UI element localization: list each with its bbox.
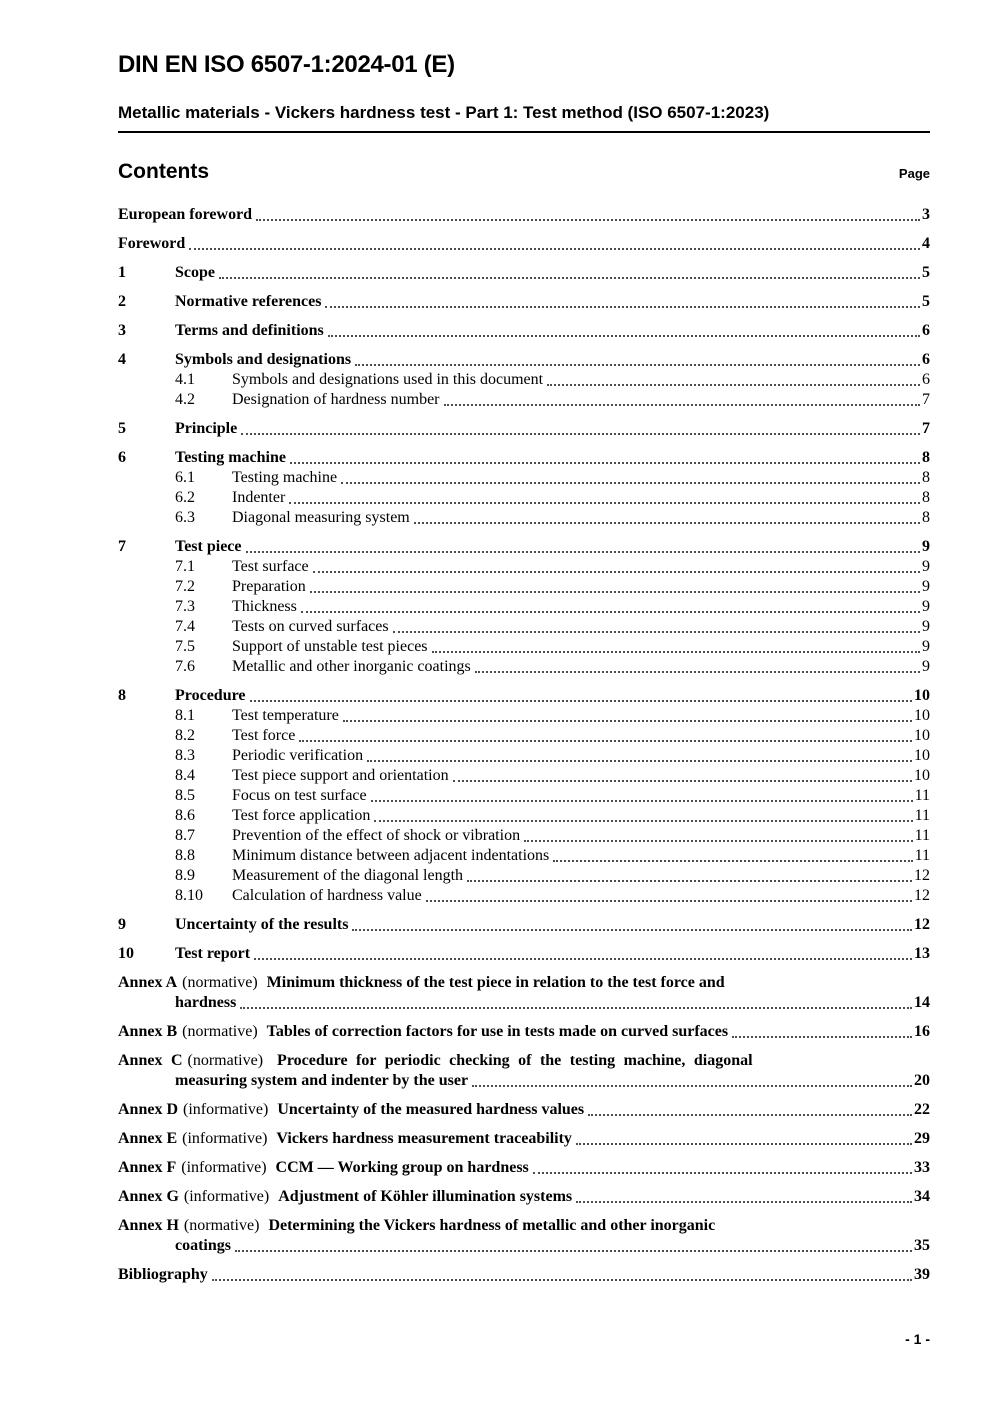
entry-indent: [118, 370, 175, 390]
entry-number: 6.2: [175, 489, 195, 506]
toc-subentry: [118, 557, 930, 577]
toc-subentry: [118, 866, 930, 886]
entry-number: 8.3: [175, 747, 195, 764]
entry-label: European foreword: [118, 206, 253, 223]
entry-indent: [118, 468, 175, 488]
entry-page: 11: [914, 787, 930, 804]
dot-leader: [576, 1201, 912, 1203]
dot-leader: [299, 740, 912, 742]
page-content: [118, 51, 930, 1285]
annex-prefix: Annex F: [118, 1159, 177, 1176]
annex-qualifier: (normative): [187, 1052, 264, 1069]
entry-number: 8.2: [175, 727, 195, 744]
dot-leader: [371, 800, 913, 802]
entry-label: Testing machine: [175, 449, 286, 466]
entry-number: 9: [118, 916, 126, 933]
entry-page: 12: [914, 867, 930, 884]
entry-indent: [118, 806, 175, 826]
entry-label: Preparation: [232, 578, 306, 595]
entry-page: 3: [922, 206, 930, 223]
dot-leader: [576, 1143, 912, 1145]
entry-indent: [118, 846, 175, 866]
toc-subentry: [118, 846, 930, 866]
dot-leader: [444, 404, 920, 406]
annex-title: Procedure for periodic checking of the testing machine, diagonal: [277, 1052, 753, 1069]
toc-annex-entry: [118, 1129, 930, 1149]
toc-subentry: [118, 886, 930, 906]
annex-prefix: Annex D: [118, 1101, 179, 1118]
toc-annex-entry: [118, 1187, 930, 1207]
toc-annex-entry: [118, 1158, 930, 1178]
entry-page: 10: [914, 767, 930, 784]
entry-number: 1: [118, 264, 126, 281]
dot-leader: [241, 433, 920, 435]
annex-title: Adjustment of Köhler illumination systems: [278, 1188, 573, 1205]
entry-label: Test temperature: [232, 707, 339, 724]
entry-label: Symbols and designations: [175, 351, 352, 368]
contents-heading: Contents: [118, 160, 209, 183]
dot-leader: [341, 482, 920, 484]
toc-subentry: [118, 508, 930, 528]
entry-label: Test force: [232, 727, 296, 744]
entry-page: 13: [914, 945, 930, 962]
entry-label: coatings: [175, 1237, 231, 1254]
toc-entry: [118, 321, 930, 341]
annex-qualifier: (informative): [182, 1130, 268, 1147]
entry-page: 16: [914, 1023, 930, 1040]
entry-label: Test piece: [175, 538, 242, 555]
page-number-footer: - 1 -: [905, 1331, 930, 1347]
entry-label: Foreword: [118, 235, 186, 252]
entry-label: hardness: [175, 994, 237, 1011]
toc-subentry: [118, 390, 930, 410]
document-title: Metallic materials - Vickers hardness test - Part 1: Test method (ISO 6507-1:2023): [118, 103, 930, 133]
annex-title: Determining the Vickers hardness of metallic and other inorganic: [268, 1217, 716, 1234]
annex-title: Uncertainty of the measured hardness values: [277, 1101, 585, 1118]
entry-number: 7.1: [175, 558, 195, 575]
dot-leader: [355, 364, 920, 366]
annex-prefix: Annex E: [118, 1130, 178, 1147]
toc-subentry: [118, 488, 930, 508]
entry-number: 8.4: [175, 767, 195, 784]
annex-prefix: Annex H: [118, 1217, 179, 1234]
entry-label: Test force application: [232, 807, 371, 824]
entry-number: 8.7: [175, 827, 195, 844]
entry-label: Procedure: [175, 687, 246, 704]
dot-leader: [313, 571, 920, 573]
toc-subentry: [118, 766, 930, 786]
entry-label: Minimum distance between adjacent indentations: [232, 847, 550, 864]
entry-number: 10: [118, 945, 134, 962]
dot-leader: [256, 219, 920, 221]
entry-indent: [118, 577, 175, 597]
annex-title: Tables of correction factors for use in tests made on curved surfaces: [266, 1023, 729, 1040]
toc-annex-entry: [118, 1216, 930, 1236]
entry-label: Test surface: [232, 558, 309, 575]
entry-page: 29: [914, 1130, 930, 1147]
entry-page: 9: [922, 558, 930, 575]
entry-label: Bibliography: [118, 1266, 208, 1283]
annex-qualifier: (normative): [182, 974, 258, 991]
entry-number: 4.1: [175, 371, 195, 388]
annex-qualifier: (informative): [181, 1159, 267, 1176]
toc-subentry: [118, 657, 930, 677]
dot-leader: [235, 1250, 912, 1252]
toc-subentry: [118, 746, 930, 766]
entry-page: 22: [914, 1101, 930, 1118]
toc-subentry: [118, 806, 930, 826]
entry-label: Designation of hardness number: [232, 391, 440, 408]
dot-leader: [246, 551, 920, 553]
entry-page: 7: [922, 391, 930, 408]
entry-page: 6: [922, 371, 930, 388]
toc-subentry: [118, 706, 930, 726]
entry-indent: [118, 726, 175, 746]
dot-leader: [310, 591, 920, 593]
toc-annex-continuation: [118, 1071, 930, 1091]
entry-indent: [118, 786, 175, 806]
entry-number: 8.8: [175, 847, 195, 864]
entry-label: Symbols and designations used in this document: [232, 371, 544, 388]
entry-page: 8: [922, 489, 930, 506]
toc-entry: [118, 419, 930, 439]
entry-label: Measurement of the diagonal length: [232, 867, 464, 884]
annex-qualifier: (normative): [183, 1217, 260, 1234]
annex-title: CCM — Working group on hardness: [275, 1159, 529, 1176]
dot-leader: [212, 1279, 912, 1281]
toc-entry: [118, 944, 930, 964]
dot-leader: [547, 384, 920, 386]
entry-page: 6: [922, 351, 930, 368]
entry-indent: [118, 1071, 175, 1091]
entry-page: 9: [922, 638, 930, 655]
dot-leader: [432, 651, 920, 653]
entry-indent: [118, 706, 175, 726]
entry-indent: [118, 1236, 175, 1256]
entry-label: Calculation of hardness value: [232, 887, 422, 904]
toc-subentry: [118, 826, 930, 846]
entry-label: Tests on curved surfaces: [232, 618, 389, 635]
toc-entry: [118, 537, 930, 557]
entry-page: 10: [914, 747, 930, 764]
entry-label: Terms and definitions: [175, 322, 324, 339]
toc-subentry: [118, 726, 930, 746]
entry-label: Scope: [175, 264, 215, 281]
annex-title: Minimum thickness of the test piece in relation to the test force and: [266, 974, 725, 991]
entry-indent: [118, 993, 175, 1013]
dot-leader: [290, 462, 920, 464]
entry-label: Thickness: [232, 598, 297, 615]
entry-page: 14: [914, 994, 930, 1011]
entry-page: 12: [914, 916, 930, 933]
entry-page: 33: [914, 1159, 930, 1176]
entry-page: 8: [922, 509, 930, 526]
entry-indent: [118, 508, 175, 528]
toc-subentry: [118, 786, 930, 806]
dot-leader: [472, 1085, 912, 1087]
toc-annex-entry: [118, 1051, 930, 1071]
annex-prefix: Annex G: [118, 1188, 179, 1205]
toc-entry: [118, 350, 930, 370]
toc-subentry: [118, 577, 930, 597]
entry-page: 9: [922, 618, 930, 635]
entry-number: 8.9: [175, 867, 195, 884]
entry-page: 6: [922, 322, 930, 339]
toc-subentry: [118, 597, 930, 617]
dot-leader: [325, 306, 920, 308]
entry-page: 7: [922, 420, 930, 437]
dot-leader: [414, 522, 920, 524]
entry-indent: [118, 488, 175, 508]
toc-entry: [118, 1265, 930, 1285]
dot-leader: [343, 720, 912, 722]
dot-leader: [588, 1114, 912, 1116]
entry-label: Diagonal measuring system: [232, 509, 410, 526]
entry-number: 8: [118, 687, 126, 704]
entry-number: 7.3: [175, 598, 195, 615]
contents-header: [118, 160, 930, 184]
toc-annex-continuation: [118, 1236, 930, 1256]
toc-entry: [118, 448, 930, 468]
entry-label: Normative references: [175, 293, 322, 310]
entry-number: 4.2: [175, 391, 195, 408]
entry-indent: [118, 637, 175, 657]
toc-annex-entry: [118, 1100, 930, 1120]
entry-page: 11: [914, 807, 930, 824]
document-id: DIN EN ISO 6507-1:2024-01 (E): [118, 51, 455, 78]
toc-annex-continuation: [118, 993, 930, 1013]
entry-number: 8.5: [175, 787, 195, 804]
entry-page: 35: [914, 1237, 930, 1254]
entry-label: Test piece support and orientation: [232, 767, 449, 784]
entry-page: 12: [914, 887, 930, 904]
toc-entry: [118, 686, 930, 706]
entry-label: measuring system and indenter by the user: [175, 1072, 469, 1089]
dot-leader: [524, 840, 913, 842]
entry-page: 5: [922, 293, 930, 310]
entry-page: 9: [922, 598, 930, 615]
entry-label: Prevention of the effect of shock or vibration: [232, 827, 521, 844]
toc-subentry: [118, 370, 930, 390]
entry-indent: [118, 390, 175, 410]
dot-leader: [393, 631, 920, 633]
page-column-label: Page: [898, 166, 930, 181]
entry-number: 6.1: [175, 469, 195, 486]
dot-leader: [250, 700, 913, 702]
dot-leader: [289, 502, 920, 504]
entry-indent: [118, 617, 175, 637]
entry-page: 39: [914, 1266, 930, 1283]
entry-indent: [118, 866, 175, 886]
dot-leader: [453, 780, 912, 782]
toc-entry: [118, 292, 930, 312]
dot-leader: [553, 860, 912, 862]
toc-subentry: [118, 468, 930, 488]
entry-indent: [118, 766, 175, 786]
entry-number: 7.6: [175, 658, 195, 675]
annex-qualifier: (informative): [183, 1101, 269, 1118]
entry-page: 5: [922, 264, 930, 281]
entry-page: 34: [914, 1188, 930, 1205]
entry-number: 3: [118, 322, 126, 339]
dot-leader: [189, 248, 920, 250]
entry-number: 6.3: [175, 509, 195, 526]
entry-indent: [118, 657, 175, 677]
entry-page: 20: [914, 1072, 930, 1089]
entry-number: 6: [118, 449, 126, 466]
annex-prefix: Annex A: [118, 974, 178, 991]
entry-label: Testing machine: [232, 469, 338, 486]
annex-qualifier: (normative): [182, 1023, 258, 1040]
toc-list: [118, 205, 930, 1285]
entry-number: 8.1: [175, 707, 195, 724]
toc-subentry: [118, 617, 930, 637]
entry-number: 7.5: [175, 638, 195, 655]
entry-page: 9: [922, 538, 930, 555]
dot-leader: [732, 1036, 912, 1038]
annex-prefix: Annex C: [118, 1052, 183, 1069]
annex-prefix: Annex B: [118, 1023, 178, 1040]
toc-entry: [118, 263, 930, 283]
entry-number: 8.6: [175, 807, 195, 824]
toc-subentry: [118, 637, 930, 657]
entry-label: Support of unstable test pieces: [232, 638, 428, 655]
toc-entry: [118, 205, 930, 225]
entry-number: 2: [118, 293, 126, 310]
entry-number: 4: [118, 351, 126, 368]
dot-leader: [467, 880, 912, 882]
entry-page: 10: [914, 687, 930, 704]
entry-indent: [118, 826, 175, 846]
dot-leader: [533, 1172, 912, 1174]
entry-number: 8.10: [175, 887, 203, 904]
entry-label: Uncertainty of the results: [175, 916, 349, 933]
toc-entry: [118, 915, 930, 935]
dot-leader: [328, 335, 920, 337]
dot-leader: [374, 820, 912, 822]
dot-leader: [301, 611, 920, 613]
entry-page: 9: [922, 658, 930, 675]
dot-leader: [352, 929, 912, 931]
toc-entry: [118, 234, 930, 254]
entry-page: 11: [914, 847, 930, 864]
entry-page: 9: [922, 578, 930, 595]
entry-label: Principle: [175, 420, 238, 437]
entry-label: Metallic and other inorganic coatings: [232, 658, 471, 675]
toc-annex-entry: [118, 1022, 930, 1042]
entry-number: 7: [118, 538, 126, 555]
dot-leader: [475, 671, 920, 673]
entry-indent: [118, 597, 175, 617]
dot-leader: [254, 958, 912, 960]
dot-leader: [240, 1007, 912, 1009]
entry-label: Focus on test surface: [232, 787, 367, 804]
entry-page: 10: [914, 707, 930, 724]
toc-annex-entry: [118, 973, 930, 993]
entry-indent: [118, 746, 175, 766]
entry-indent: [118, 557, 175, 577]
entry-label: Periodic verification: [232, 747, 364, 764]
annex-title: Vickers hardness measurement traceability: [276, 1130, 572, 1147]
entry-page: 8: [922, 449, 930, 466]
entry-number: 7.4: [175, 618, 195, 635]
entry-number: 5: [118, 420, 126, 437]
entry-number: 7.2: [175, 578, 195, 595]
dot-leader: [367, 760, 912, 762]
annex-qualifier: (informative): [183, 1188, 270, 1205]
entry-indent: [118, 886, 175, 906]
dot-leader: [219, 277, 920, 279]
entry-label: Test report: [175, 945, 251, 962]
entry-label: Indenter: [232, 489, 286, 506]
entry-page: 11: [914, 827, 930, 844]
entry-page: 8: [922, 469, 930, 486]
entry-page: 10: [914, 727, 930, 744]
dot-leader: [426, 900, 912, 902]
entry-page: 4: [922, 235, 930, 252]
